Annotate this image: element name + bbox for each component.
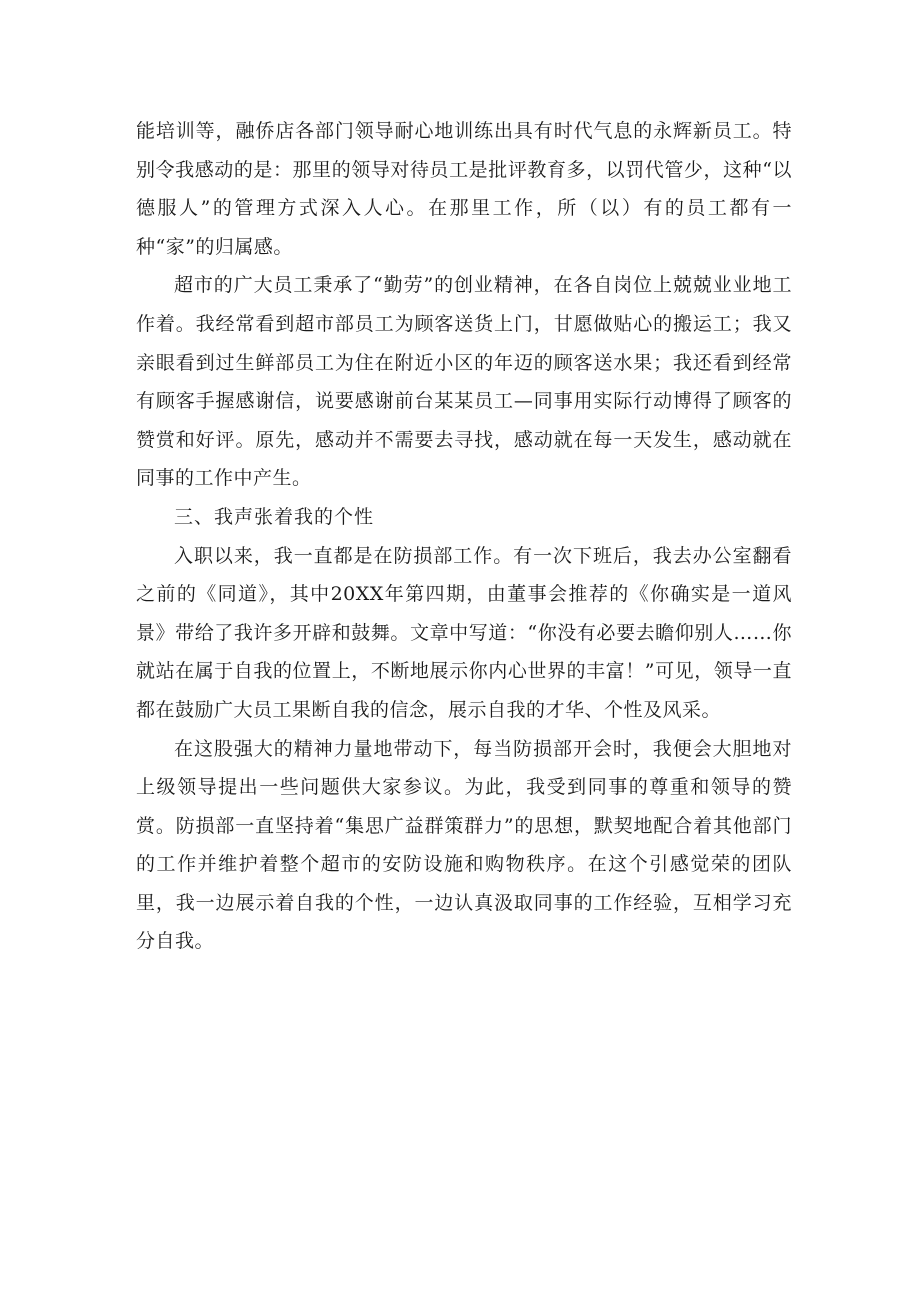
section-heading-3: 三、我声张着我的个性 <box>174 505 375 528</box>
paragraph-1: 能培训等，融侨店各部门领导耐心地训练出具有时代气息的永辉新员工。特别令我感动的是：那里的领导对待员工是批评教育多，以罚代管少，这种“以德服人”的管理方式深入人心。在那里工作，所（以）有的员工都有一种“家”的归属感。 <box>136 120 792 258</box>
document-body <box>136 112 792 961</box>
paragraph-3: 入职以来，我一直都是在防损部工作。有一次下班后，我去办公室翻看之前的《同道》，其中20XX年第四期，由董事会推荐的《你确实是一道风景》带给了我许多开辟和鼓舞。文章中写道：“你没有必要去瞻仰别人……你就站在属于自我的位置上，不断地展示你内心世界的丰富！”可见，领导一直都在鼓励广大员工果断自我的信念，展示自我的才华、个性及风采。 <box>136 544 792 721</box>
paragraph-4: 在这股强大的精神力量地带动下，每当防损部开会时，我便会大胆地对上级领导提出一些问题供大家参议。为此，我受到同事的尊重和领导的赞赏。防损部一直坚持着“集思广益群策群力”的思想，默契地配合着其他部门的工作并维护着整个超市的安防设施和购物秩序。在这个引感觉荣的团队里，我一边展示着自我的个性，一边认真汲取同事的工作经验，互相学习充分自我。 <box>136 737 792 953</box>
paragraph-2: 超市的广大员工秉承了“勤劳”的创业精神，在各自岗位上兢兢业业地工作着。我经常看到超市部员工为顾客送货上门，甘愿做贴心的搬运工；我又亲眼看到过生鲜部员工为住在附近小区的年迈的顾客送水果；我还看到经常有顾客手握感谢信，说要感谢前台某某员工—同事用实际行动博得了顾客的赞赏和好评。原先，感动并不需要去寻找，感动就在每一天发生，感动就在同事的工作中产生。 <box>136 274 792 490</box>
